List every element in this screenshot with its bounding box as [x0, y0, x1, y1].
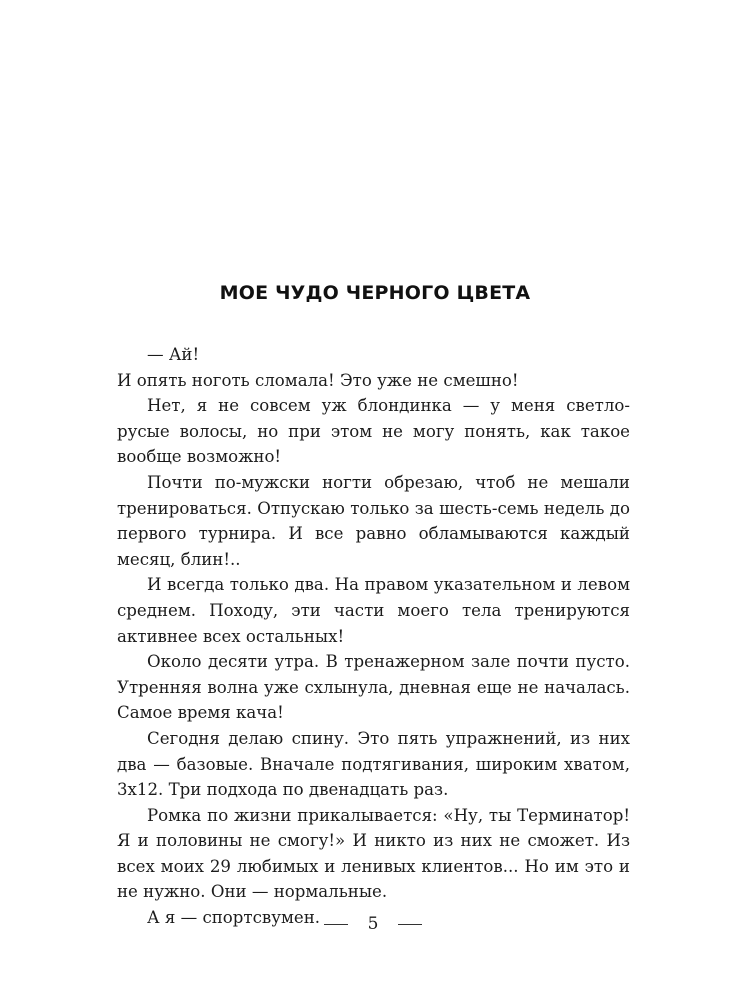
paragraph: — Ай! — [147, 345, 200, 364]
footer-dash-left — [324, 924, 348, 925]
paragraph: Нет, я не совсем уж блондинка — у меня светло-русые волосы, но при этом не могу понять, как такое вообще возможно! — [117, 396, 630, 467]
text-body — [117, 342, 630, 931]
paragraph: Почти по-мужски ногти обрезаю, чтоб не мешали тренироваться. Отпускаю только за шесть-семь недель до первого турнира. И все равно обламываются каждый месяц, блин!.. — [117, 472, 630, 569]
paragraph: Сегодня делаю спину. Это пять упражнений, из них два — базовые. Вначале подтягивания, широким хватом, 3х12. Три подхода по двенадцать раз. — [117, 728, 630, 800]
page-footer — [0, 912, 750, 936]
paragraph: Ромка по жизни прикалывается: «Ну, ты Терминатор! Я и половины не смогу!» И никто из них не сможет. Из всех моих 29 любимых и ленивых клиентов... Но им это и не нужно. Они — нормальные. — [117, 805, 630, 902]
paragraph: И опять ноготь сломала! Это уже не смешно! — [117, 370, 519, 390]
footer-dash-right — [398, 924, 422, 925]
paragraph: А я — спортсвумен. — [147, 908, 321, 928]
paragraph: И всегда только два. На правом указательном и левом среднем. Походу, эти части моего тела тренируются активнее всех остальных! — [117, 575, 630, 646]
page-number: 5 — [367, 914, 379, 934]
paragraph: Около десяти утра. В тренажерном зале почти пусто. Утренняя волна уже схлынула, дневная еще не началась. Самое время кача! — [117, 652, 630, 723]
chapter-title: МОЕ ЧУДО ЧЕРНОГО ЦВЕТА — [219, 282, 531, 304]
